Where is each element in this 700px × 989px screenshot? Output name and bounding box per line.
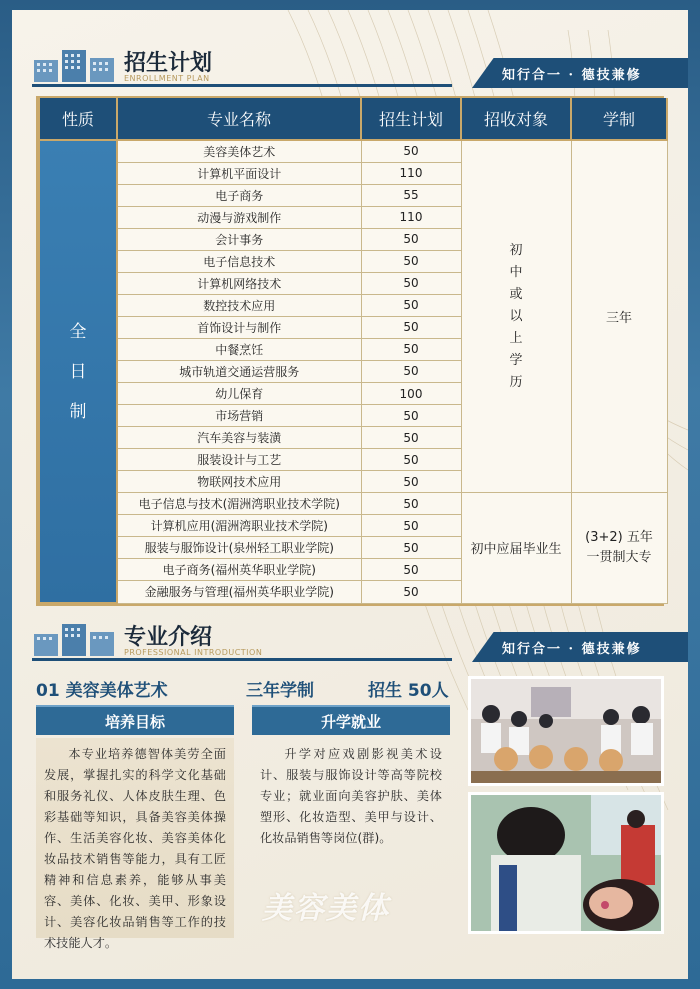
section-title: 专业介绍 — [124, 625, 213, 650]
enrollment-table — [36, 96, 664, 606]
major-name: 计算机网络技术 — [117, 272, 361, 294]
building-logo-icon — [32, 46, 116, 84]
major-name: 幼儿保育 — [117, 383, 361, 405]
major-name: 服装设计与工艺 — [117, 449, 361, 471]
nature-char: 制 — [69, 401, 87, 422]
nature-cell — [39, 140, 117, 603]
plan-count: 100 — [361, 383, 461, 405]
career-title-pill: 升学就业 — [252, 705, 450, 735]
classroom-photo — [468, 676, 664, 786]
major-name: 数控技术应用 — [117, 294, 361, 316]
major-name: 物联网技术应用 — [117, 471, 361, 493]
table-header-row — [39, 98, 667, 140]
duration-cell-b — [571, 493, 667, 603]
divider-line — [32, 84, 452, 87]
major-name: 美容美体艺术 — [117, 140, 361, 162]
major-name: 首饰设计与制作 — [117, 316, 361, 338]
major-name: 电子信息技术 — [117, 250, 361, 272]
duration-cell-a: 三年 — [571, 140, 667, 493]
target-char: 学 — [509, 352, 523, 368]
major-name: 服装与服饰设计(泉州轻工职业学院) — [117, 537, 361, 559]
plan-count: 50 — [361, 140, 461, 162]
major-enroll: 招生 50人 — [368, 681, 449, 701]
plan-count: 50 — [361, 559, 461, 581]
plan-count: 50 — [361, 449, 461, 471]
duration-line: (3+2) 五年 — [585, 529, 653, 545]
plan-count: 50 — [361, 537, 461, 559]
goal-text: 本专业培养德智体美劳全面发展，掌握扎实的科学文化基础和服务礼仪、人体皮肤生理、色彩基础等知识，具备美容美体操作、生活美容化妆、美容美体化妆品技术销售等能力，具有工匠精神和信息素养，能够从事美容、美体、化妆、美甲、形象设计、美容化妆品销售等工作的技术技能人才。 — [36, 738, 234, 938]
header-plan: 招生计划 — [361, 98, 461, 140]
major-name: 汽车美容与装潢 — [117, 427, 361, 449]
major-name: 电子信息与技术(湄洲湾职业技术学院) — [117, 493, 361, 515]
plan-count: 50 — [361, 493, 461, 515]
section-header-intro — [32, 620, 672, 668]
plan-count: 50 — [361, 228, 461, 250]
header-duration: 学制 — [571, 98, 667, 140]
major-name: 城市轨道交通运营服务 — [117, 360, 361, 382]
plan-count: 55 — [361, 184, 461, 206]
header-target: 招收对象 — [461, 98, 571, 140]
brochure-page — [12, 10, 688, 979]
plan-count: 50 — [361, 427, 461, 449]
watermark-text: 美容美体 — [262, 891, 390, 926]
major-name: 动漫与游戏制作 — [117, 206, 361, 228]
target-char: 上 — [509, 330, 523, 346]
nature-char: 全 — [69, 321, 87, 342]
major-name: 计算机平面设计 — [117, 162, 361, 184]
major-name: 金融服务与管理(福州英华职业学院) — [117, 581, 361, 603]
major-name: 电子商务 — [117, 184, 361, 206]
major-duration: 三年学制 — [246, 681, 314, 701]
target-char: 或 — [509, 286, 523, 302]
section-subtitle: ENROLLMENT PLAN — [124, 74, 210, 83]
target-char: 以 — [509, 308, 523, 324]
plan-count: 50 — [361, 360, 461, 382]
career-text: 升学对应戏剧影视美术设计、服装与服饰设计等高等院校专业；就业面向美容护肤、美体塑形、化妆造型、美甲与设计、化妆品销售等岗位(群)。 — [260, 747, 442, 845]
duration-line: 一贯制大专 — [586, 549, 652, 565]
plan-count: 110 — [361, 162, 461, 184]
plan-count: 50 — [361, 471, 461, 493]
table-row — [39, 140, 667, 162]
nature-char: 日 — [69, 361, 87, 382]
target-cell-a — [461, 140, 571, 493]
motto-text: 知行合一 · 德技兼修 — [502, 68, 642, 83]
major-name: 中餐烹饪 — [117, 338, 361, 360]
goal-title-pill: 培养目标 — [36, 705, 234, 735]
major-name: 电子商务(福州英华职业学院) — [117, 559, 361, 581]
plan-count: 50 — [361, 515, 461, 537]
plan-count: 50 — [361, 294, 461, 316]
section-title: 招生计划 — [124, 51, 213, 76]
major-name: 会计事务 — [117, 228, 361, 250]
target-char: 初 — [509, 242, 523, 258]
plan-count: 50 — [361, 272, 461, 294]
header-major: 专业名称 — [117, 98, 361, 140]
plan-count: 110 — [361, 206, 461, 228]
major-name-heading: 01 美容美体艺术 — [36, 681, 168, 701]
target-char: 历 — [509, 374, 523, 390]
major-name: 市场营销 — [117, 405, 361, 427]
header-nature: 性质 — [39, 98, 117, 140]
target-char: 中 — [509, 264, 523, 280]
major-name: 计算机应用(湄洲湾职业技术学院) — [117, 515, 361, 537]
motto-text: 知行合一 · 德技兼修 — [502, 642, 642, 657]
plan-count: 50 — [361, 581, 461, 603]
plan-count: 50 — [361, 338, 461, 360]
plan-count: 50 — [361, 250, 461, 272]
divider-line — [32, 658, 452, 661]
section-header-enrollment — [32, 46, 672, 94]
plan-count: 50 — [361, 316, 461, 338]
target-cell-b: 初中应届毕业生 — [461, 493, 571, 603]
table-row — [39, 493, 667, 515]
makeup-photo — [468, 792, 664, 934]
section-subtitle: PROFESSIONAL INTRODUCTION — [124, 648, 263, 657]
plan-count: 50 — [361, 405, 461, 427]
building-logo-icon — [32, 620, 116, 658]
